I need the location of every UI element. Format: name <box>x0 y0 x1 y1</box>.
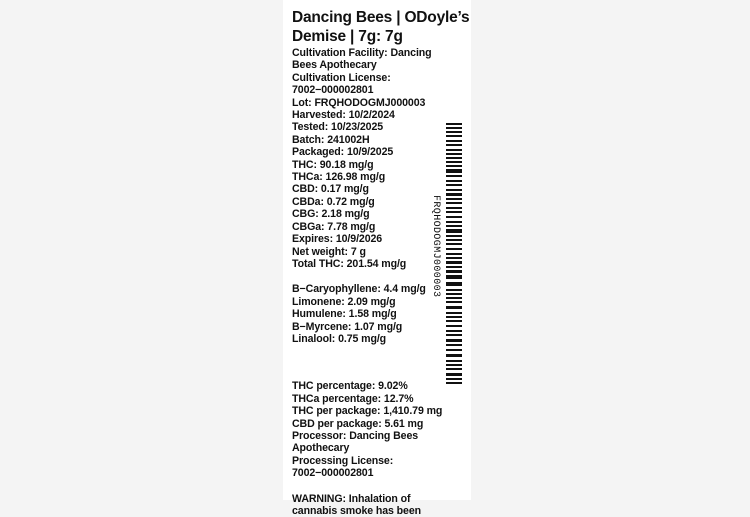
percentage-line: THCa percentage: 12.7% <box>292 392 414 405</box>
warning-section <box>292 493 442 517</box>
info-section <box>292 47 442 270</box>
terpene-line: B−Myrcene: 1.07 mg/g <box>292 320 403 333</box>
info-line: CBG: 2.18 mg/g <box>292 208 370 221</box>
percentage-line: CBD per package: 5.61 mg <box>292 417 424 430</box>
info-line: Net weight: 7 g <box>292 245 366 258</box>
info-line: Harvested: 10/2/2024 <box>292 109 395 122</box>
info-line: Expires: 10/9/2026 <box>292 233 383 246</box>
info-line: 7002−000002801 <box>292 84 374 97</box>
percentage-line: Processing License: <box>292 454 394 467</box>
info-line: Total THC: 201.54 mg/g <box>292 257 407 270</box>
warning-line: WARNING: Inhalation of <box>292 492 411 505</box>
info-line: Bees Apothecary <box>292 59 377 72</box>
info-line: Cultivation Facility: Dancing <box>292 47 432 59</box>
info-line: CBDa: 0.72 mg/g <box>292 195 375 208</box>
percentage-line: THC per package: 1,410.79 mg <box>292 405 443 418</box>
info-line: CBD: 0.17 mg/g <box>292 183 369 196</box>
label-body <box>292 47 442 517</box>
info-line: Tested: 10/23/2025 <box>292 121 384 134</box>
section-gap <box>292 480 442 493</box>
section-gap <box>292 270 442 283</box>
percentages-section <box>292 380 442 479</box>
terpene-line: Humulene: 1.58 mg/g <box>292 308 397 321</box>
percentage-line: Processor: Dancing Bees <box>292 429 419 442</box>
title-line-1: Dancing Bees | ODoyle’s <box>292 9 470 26</box>
percentage-line: 7002−000002801 <box>292 467 374 480</box>
barcode-text: FRQHODOGMJ000003 <box>430 195 441 298</box>
terpene-line: Limonene: 2.09 mg/g <box>292 295 396 308</box>
product-label <box>283 0 471 517</box>
percentage-line: Apothecary <box>292 442 350 455</box>
info-line: Packaged: 10/9/2025 <box>292 146 394 159</box>
info-line: Cultivation License: <box>292 71 391 84</box>
terpene-line: Linalool: 0.75 mg/g <box>292 332 387 345</box>
info-line: THC: 90.18 mg/g <box>292 158 374 171</box>
warning-line: cannabis smoke has been <box>292 505 421 517</box>
terpenes-section <box>292 283 442 345</box>
section-gap <box>292 345 442 380</box>
info-line: Lot: FRQHODOGMJ000003 <box>292 96 426 109</box>
info-line: CBGa: 7.78 mg/g <box>292 220 376 233</box>
terpene-line: B−Caryophyllene: 4.4 mg/g <box>292 283 426 296</box>
barcode <box>446 123 462 385</box>
title-line-2: Demise | 7g: 7g <box>292 28 403 45</box>
info-line: THCa: 126.98 mg/g <box>292 171 386 184</box>
product-title <box>292 8 470 46</box>
barcode-space <box>446 384 462 385</box>
percentage-line: THC percentage: 9.02% <box>292 380 408 393</box>
info-line: Batch: 241002H <box>292 133 370 146</box>
